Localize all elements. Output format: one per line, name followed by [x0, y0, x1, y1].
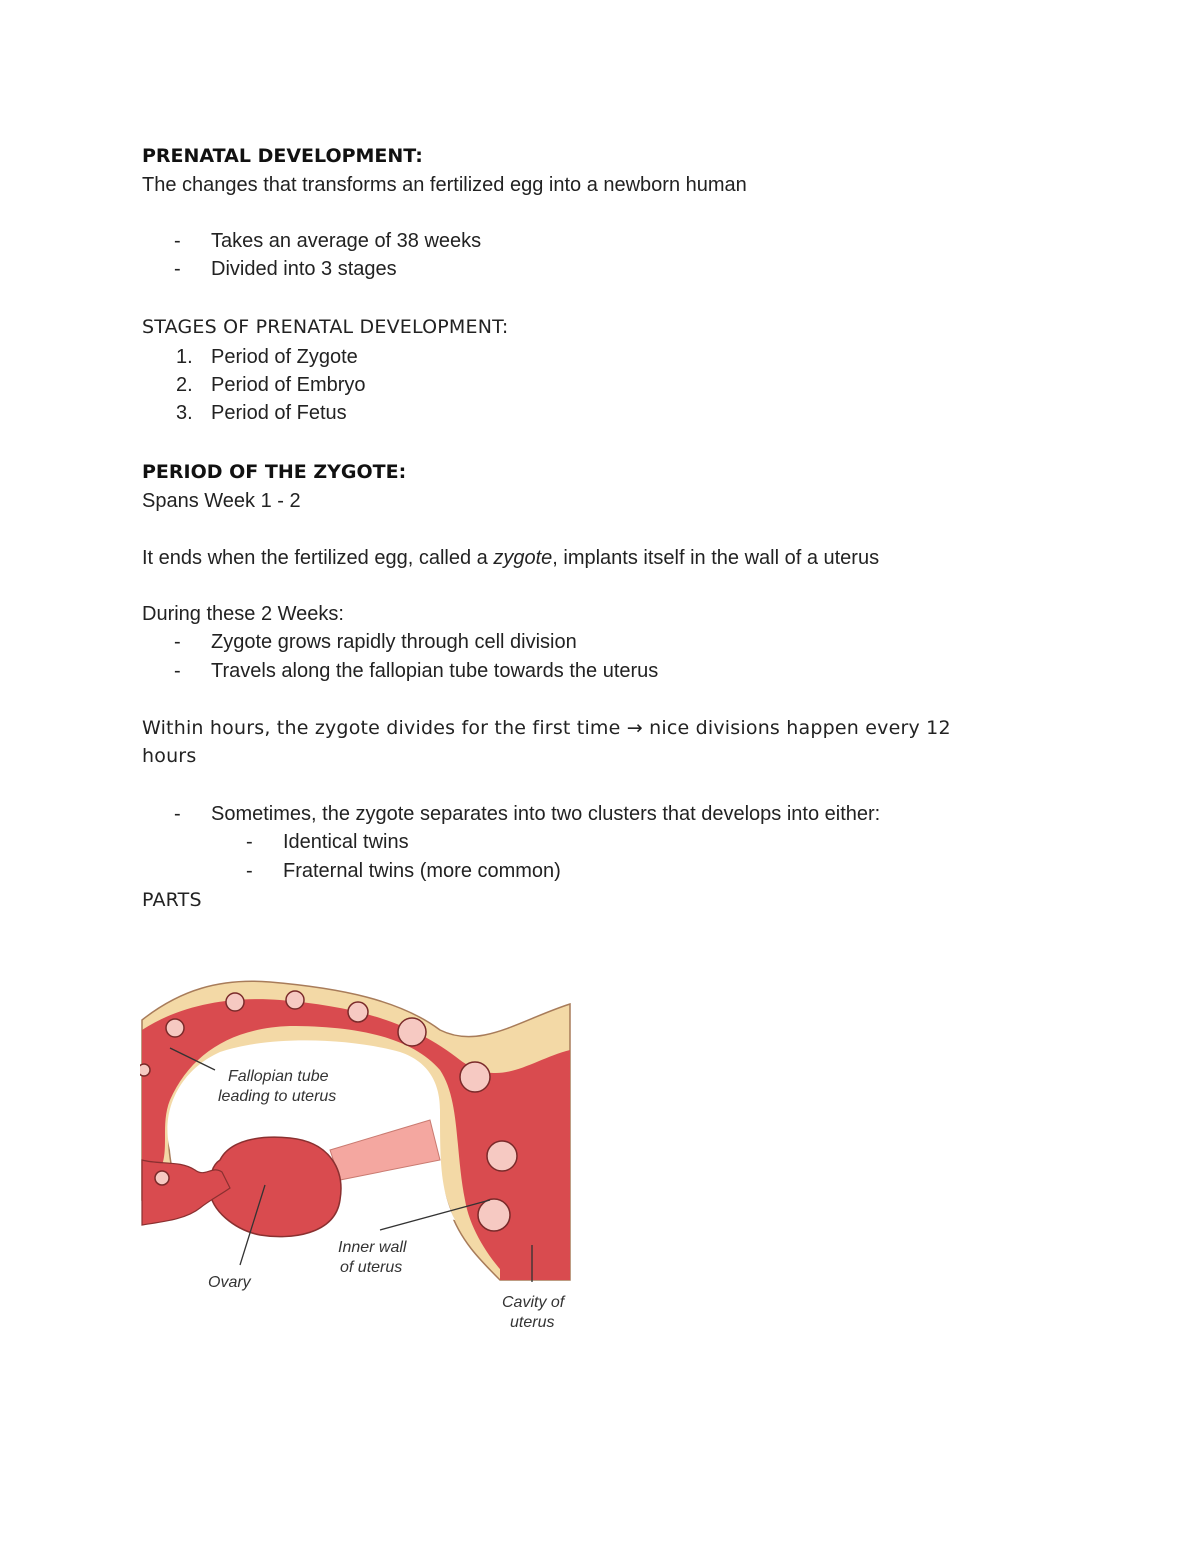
cell-stage-1 — [166, 1019, 184, 1037]
sometimes-item: Sometimes, the zygote separates into two clusters that develops into either: — [211, 803, 881, 825]
fact-item: Takes an average of 38 weeks — [211, 230, 482, 252]
ends-text-end: , implants itself in the wall of a uterus — [552, 547, 880, 569]
bullet-dash: - — [174, 803, 181, 825]
cell-stage-3 — [286, 991, 304, 1009]
zygote-term: zygote — [493, 547, 553, 569]
cell-stage-9 — [155, 1171, 169, 1185]
cell-stage-6 — [460, 1062, 490, 1092]
heading-period-of-zygote: PERIOD OF THE ZYGOTE: — [142, 461, 407, 483]
stage-item: Period of Zygote — [211, 346, 358, 368]
fact-item: Divided into 3 stages — [211, 258, 397, 280]
bullet-dash: - — [174, 258, 181, 280]
cell-stage-7 — [487, 1141, 517, 1171]
heading-prenatal-development: PRENATAL DEVELOPMENT: — [142, 145, 423, 167]
cell-stage-4 — [348, 1002, 368, 1022]
ends-sentence — [142, 544, 879, 572]
inner-wall-label-line1: Inner wall — [338, 1239, 407, 1256]
definition-text: The changes that transforms an fertilized egg into a newborn human — [142, 174, 747, 196]
cell-stage-2 — [226, 993, 244, 1011]
fallopian-tube-diagram — [140, 960, 580, 1340]
uterine-cavity — [500, 1110, 570, 1280]
within-hours-line2: hours — [142, 745, 197, 767]
stages-heading: STAGES OF PRENATAL DEVELOPMENT: — [142, 316, 509, 338]
sub-bullet-dash: - — [246, 831, 253, 853]
cavity-label-line2: uterus — [510, 1314, 555, 1331]
within-hours-line1: Within hours, the zygote divides for the first time → nice divisions happen every 12 — [142, 717, 951, 739]
list-number: 2. — [176, 374, 193, 396]
bullet-dash: - — [174, 660, 181, 682]
twins-item: Fraternal twins (more common) — [283, 860, 561, 882]
bullet-dash: - — [174, 230, 181, 252]
twins-item: Identical twins — [283, 831, 409, 853]
sub-bullet-dash: - — [246, 860, 253, 882]
list-number: 3. — [176, 402, 193, 424]
ends-text-start: It ends when the fertilized egg, called a — [142, 547, 494, 569]
cell-stage-8 — [478, 1199, 510, 1231]
stage-item: Period of Embryo — [211, 374, 366, 396]
stage-item: Period of Fetus — [211, 402, 347, 424]
bullet-dash: - — [174, 631, 181, 653]
fallopian-label-line1: Fallopian tube — [228, 1068, 329, 1085]
during-item: Zygote grows rapidly through cell division — [211, 631, 577, 653]
during-text: During these 2 Weeks: — [142, 603, 344, 625]
cavity-label-line1: Cavity of — [502, 1294, 565, 1311]
fimbriae — [142, 1160, 230, 1225]
inner-wall-label-line2: of uterus — [340, 1259, 403, 1276]
list-number: 1. — [176, 346, 193, 368]
cell-stage-10 — [140, 1064, 150, 1076]
during-item: Travels along the fallopian tube towards the uterus — [211, 660, 659, 682]
spans-text: Spans Week 1 - 2 — [142, 490, 301, 512]
parts-heading: PARTS — [142, 889, 202, 911]
ovary-label: Ovary — [208, 1274, 251, 1291]
fallopian-label-line2: leading to uterus — [218, 1088, 337, 1105]
cell-stage-5 — [398, 1018, 426, 1046]
